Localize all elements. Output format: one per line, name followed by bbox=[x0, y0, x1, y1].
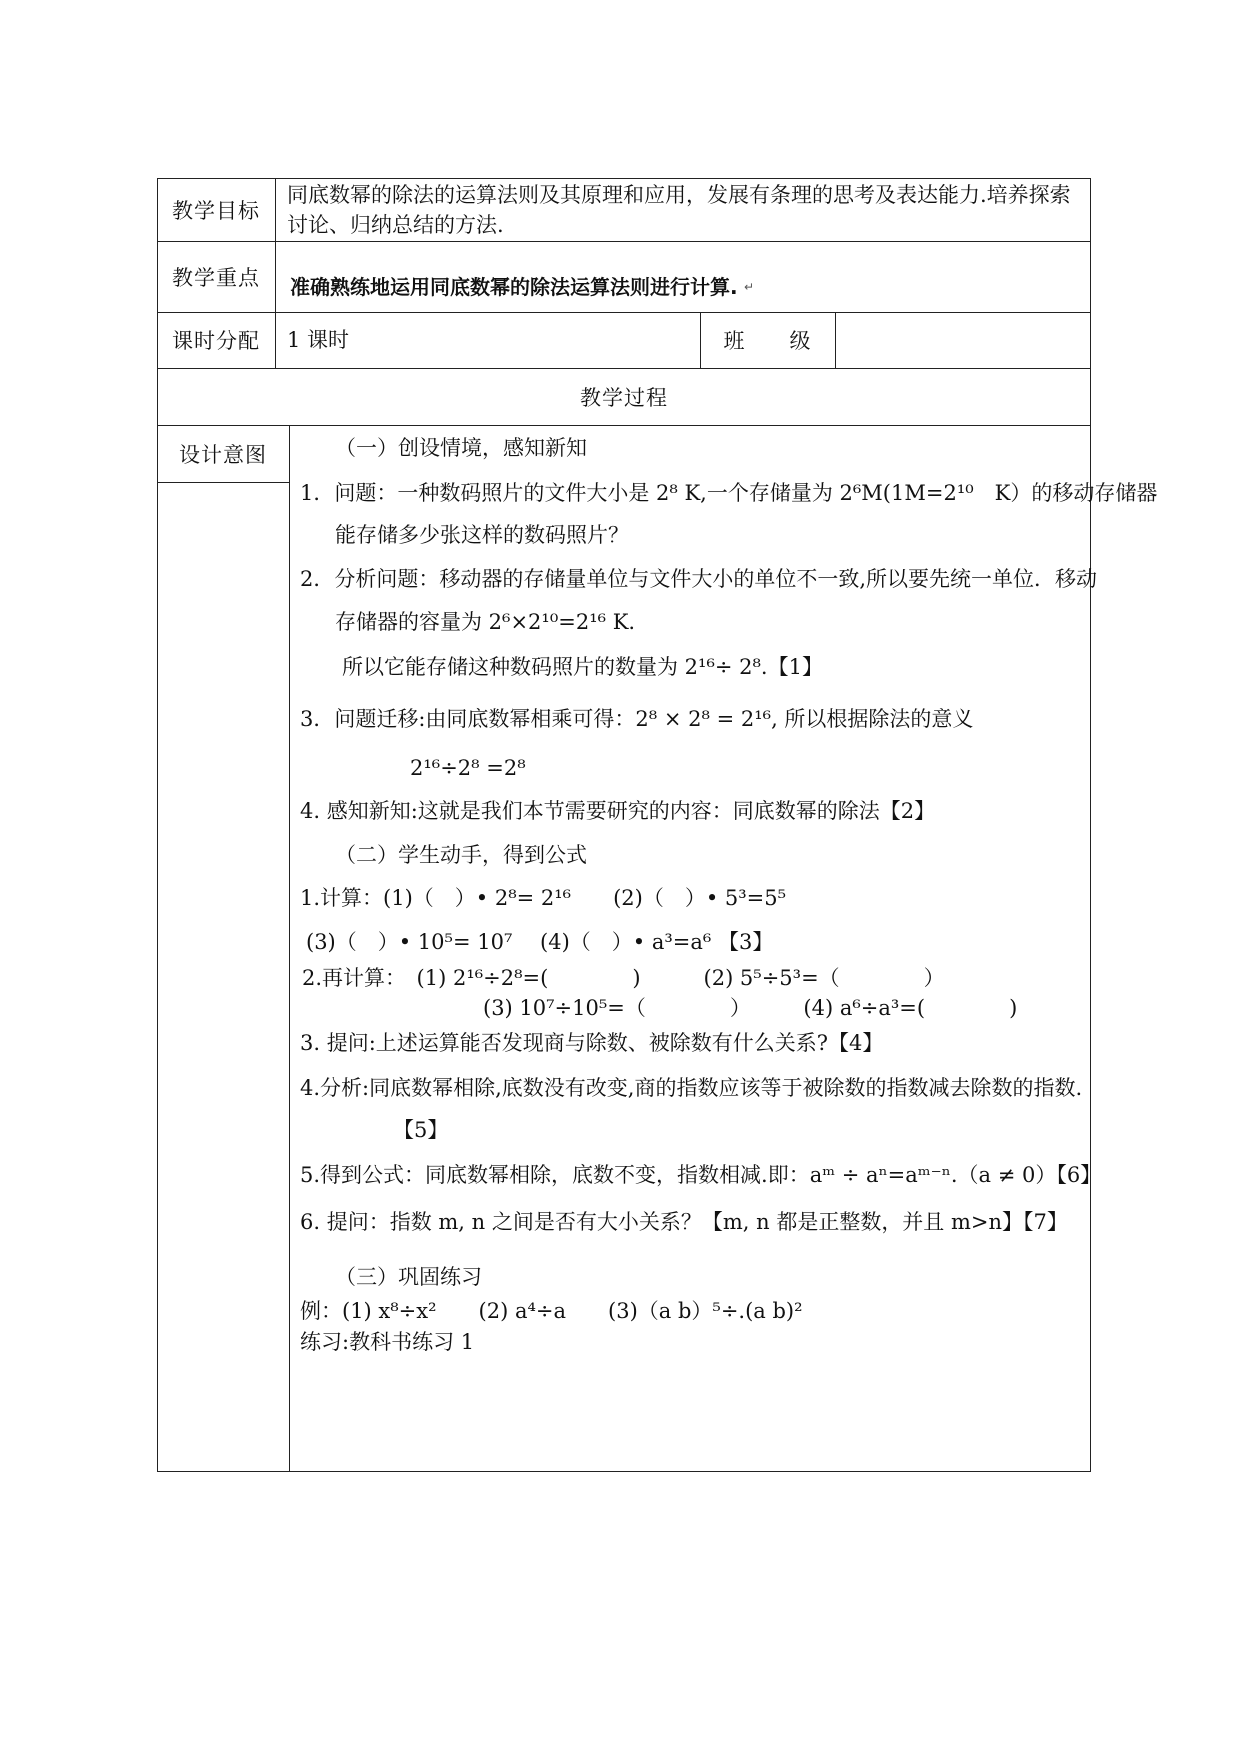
design-label-divider bbox=[157, 482, 289, 483]
row-divider bbox=[157, 312, 1091, 313]
problem-1-line-1: 1．问题：一种数码照片的文件大小是 2⁸ K,一个存储量为 2⁶M(1M=2¹⁰ K）的移动存储器 bbox=[300, 481, 1158, 505]
problem-4: 4. 感知新知:这就是我们本节需要研究的内容：同底数幂的除法【2】 bbox=[300, 799, 936, 823]
objective-text: 同底数幂的除法的运算法则及其原理和应用，发展有条理的思考及表达能力.培养探索讨论、归纳总结的方法. bbox=[287, 183, 1071, 237]
problem-1-line-2: 能存储多少张这样的数码照片？ bbox=[335, 523, 629, 547]
exercise-line: 练习:教科书练习 1 bbox=[300, 1330, 475, 1354]
row-divider bbox=[157, 425, 1091, 426]
key-point-label: 教学重点 bbox=[172, 265, 260, 290]
class-value-divider bbox=[835, 312, 836, 368]
problem-3-line-2: 2¹⁶÷2⁸ =2⁸ bbox=[410, 756, 526, 780]
class-label: 班 级 bbox=[723, 329, 812, 353]
example-line: 例：(1) x⁸÷x² (2) a⁴÷a (3)（a b）⁵÷.(a b)² bbox=[300, 1299, 803, 1323]
question-3: 3. 提问:上述运算能否发现商与除数、被除数有什么关系?【4】 bbox=[300, 1031, 884, 1055]
schedule-label: 课时分配 bbox=[172, 329, 260, 353]
calc-2-line-1: 2.再计算： (1) 2¹⁶÷2⁸=( ) (2) 5⁵÷5³=（ ） bbox=[302, 966, 945, 990]
problem-2-line-2: 存储器的容量为 2⁶×2¹⁰=2¹⁶ K. bbox=[335, 610, 636, 634]
formula-5: 5.得到公式：同底数幂相除，底数不变，指数相减.即：aᵐ ÷ aⁿ=aᵐ⁻ⁿ.（a ≠ 0）【6】 bbox=[300, 1163, 1102, 1187]
section-1-heading: （一）创设情境，感知新知 bbox=[335, 436, 587, 460]
label-column-divider bbox=[275, 178, 276, 368]
paragraph-mark-icon: ↵ bbox=[744, 280, 755, 294]
schedule-value: 1 课时 bbox=[287, 328, 350, 352]
section-3-heading: （三）巩固练习 bbox=[335, 1265, 482, 1289]
analysis-4-line-1: 4.分析:同底数幂相除,底数没有改变,商的指数应该等于被除数的指数减去除数的指数. bbox=[300, 1076, 1083, 1100]
design-column-divider bbox=[289, 425, 290, 1472]
objective-label: 教学目标 bbox=[172, 198, 260, 223]
row-divider bbox=[157, 241, 1091, 242]
calc-1-line-1: 1.计算：(1)（ ）• 2⁸= 2¹⁶ (2)（ ）• 5³=5⁵ bbox=[300, 886, 787, 910]
analysis-4-line-2: 【5】 bbox=[393, 1118, 449, 1142]
section-2-heading: （二）学生动手，得到公式 bbox=[335, 843, 587, 867]
problem-2-line-3: 所以它能存储这种数码照片的数量为 2¹⁶÷ 2⁸.【1】 bbox=[342, 655, 823, 679]
problem-3-line-1: 3．问题迁移:由同底数幂相乘可得：2⁸ × 2⁸ = 2¹⁶, 所以根据除法的意义 bbox=[300, 707, 974, 731]
question-6: 6. 提问：指数 m, n 之间是否有大小关系？【m, n 都是正整数，并且 m>n】【7】 bbox=[300, 1210, 1068, 1234]
design-intent-label: 设计意图 bbox=[179, 442, 267, 467]
calc-1-line-2: (3)（ ）• 10⁵= 10⁷ (4)（ ）• a³=a⁶ 【3】 bbox=[306, 930, 774, 954]
process-header: 教学过程 bbox=[580, 385, 668, 410]
key-point-text: 准确熟练地运用同底数幂的除法运算法则进行计算. bbox=[290, 275, 738, 299]
calc-2-line-2: (3) 10⁷÷10⁵=（ ） (4) a⁶÷a³=( ) bbox=[483, 996, 1018, 1020]
problem-2-line-1: 2．分析问题：移动器的存储量单位与文件大小的单位不一致,所以要先统一单位．移动 bbox=[300, 567, 1098, 591]
